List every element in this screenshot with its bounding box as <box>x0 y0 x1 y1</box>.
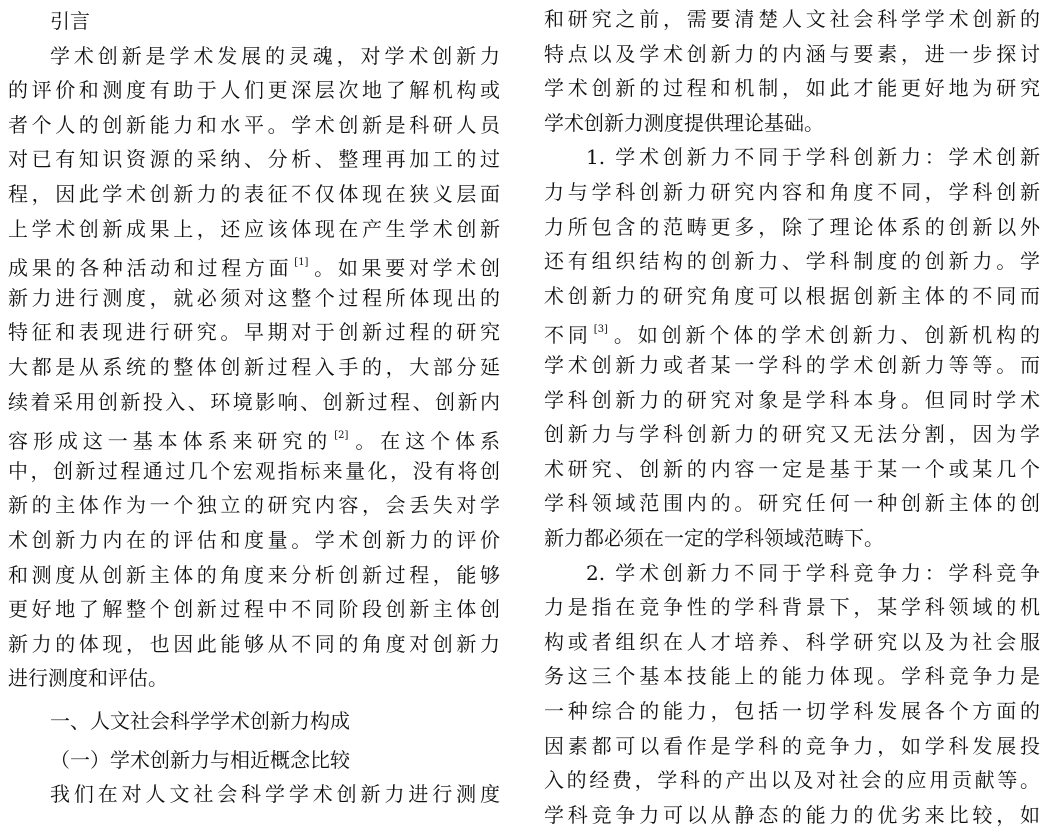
text-line <box>8 777 500 811</box>
line-text: 术研究、创新的内容一定是基于某一个或某几个 <box>544 456 1040 481</box>
line-text: 入的经费，学科的产出以及对社会的应用贡献等。 <box>544 768 1040 793</box>
line-text: 力所包含的范畴更多，除了理论体系的创新以外 <box>544 214 1040 239</box>
text-line <box>8 212 500 246</box>
text-line <box>544 417 1040 451</box>
line-text: 对已有知识资源的采纳、分析、整理再加工的过 <box>8 147 500 172</box>
text-line <box>544 175 1040 209</box>
citation-marker: [3] <box>593 324 608 336</box>
text-line <box>544 383 1040 417</box>
text-line <box>8 743 500 777</box>
line-text: 特征和表现进行研究。早期对于创新过程的研究 <box>8 320 500 345</box>
line-text: 还有组织结构的创新力、学科制度的创新力。学 <box>544 249 1040 274</box>
text-line <box>8 350 500 384</box>
line-text: 中，创新过程通过几个宏观指标来量化，没有将创 <box>8 458 500 483</box>
line-text: 和研究之前，需要清楚人文社会科学学术创新的 <box>544 7 1040 31</box>
line-text: 容形成这一基本体系来研究的 <box>8 429 333 454</box>
line-text: 一、人文社会科学学术创新力构成 <box>50 709 350 733</box>
line-text: （一）学术创新力与相近概念比较 <box>50 747 350 772</box>
line-text-after-citation: 。在这个体系 <box>350 429 501 454</box>
citation-marker: [2] <box>334 430 349 442</box>
text-line <box>8 246 500 280</box>
text-line <box>8 281 500 315</box>
text-line <box>8 177 500 211</box>
line-text: 新力进行测度，就必须对这整个过程所体现出的 <box>8 285 500 310</box>
line-text: 特点以及学术创新力的内涵与要素，进一步探讨 <box>544 41 1040 66</box>
text-line <box>544 521 1040 555</box>
text-line <box>8 661 500 695</box>
line-text: 学科领域范围内的。研究任何一种创新主体的创 <box>544 491 1040 516</box>
text-line <box>8 142 500 176</box>
text-line <box>544 210 1040 244</box>
line-text: 力是指在竞争性的学科背景下，某学科领域的机 <box>544 595 1040 620</box>
line-text: 力与学科创新力研究内容和角度不同，学科创新 <box>544 180 1040 204</box>
line-text: 新的主体作为一个独立的研究内容，会丢失对学 <box>8 493 500 518</box>
line-text: 学术创新是学术发展的灵魂，对学术创新力 <box>50 43 500 68</box>
line-text-after-citation: 。如果要对学术创 <box>310 256 500 281</box>
text-line <box>544 106 1040 140</box>
text-line <box>544 694 1040 728</box>
text-line <box>8 73 500 107</box>
line-text: 2. 学术创新力不同于学科竞争力：学科竞争 <box>586 560 1040 585</box>
text-line <box>544 452 1040 486</box>
text-line <box>8 627 500 661</box>
line-text: 学术创新力或者某一学科的学术创新力等等。而 <box>544 353 1040 377</box>
line-text: 构或者组织在人才培养、科学研究以及为社会服 <box>544 629 1040 654</box>
line-text: 我们在对人文社会科学学术创新力进行测度 <box>50 782 500 807</box>
text-line <box>8 315 500 349</box>
text-line <box>544 729 1040 763</box>
line-text-after-citation: 。如创新个体的学术创新力、创新机构的 <box>609 323 1040 348</box>
line-text: 术创新力的研究角度可以根据创新主体的不同而 <box>544 283 1040 308</box>
text-line <box>8 523 500 557</box>
text-line <box>8 558 500 592</box>
line-text: 学科竞争力可以从静态的能力的优劣来比较，如 <box>544 802 1040 827</box>
text-line <box>544 763 1040 797</box>
citation-marker: [1] <box>294 257 309 269</box>
line-text: 成果的各种活动和过程方面 <box>8 256 293 281</box>
line-text: 1. 学术创新力不同于学科创新力：学术创新 <box>586 145 1040 170</box>
text-line <box>544 659 1040 693</box>
line-text: 的评价和测度有助于人们更深层次地了解机构或 <box>8 78 500 103</box>
text-line <box>544 348 1040 382</box>
line-text: 不同 <box>544 323 592 348</box>
line-text: 更好地了解整个创新过程中不同阶段创新主体创 <box>8 597 500 622</box>
text-line <box>544 625 1040 659</box>
line-text: 新力都必须在一定的学科领域范畴下。 <box>544 526 884 550</box>
line-text: 学科创新力的研究对象是学科本身。但同时学术 <box>544 387 1040 412</box>
text-line <box>8 108 500 142</box>
text-line <box>544 486 1040 520</box>
text-line <box>544 71 1040 105</box>
text-line <box>544 798 1040 832</box>
text-line <box>544 556 1040 590</box>
text-line <box>8 419 500 453</box>
text-line <box>544 590 1040 624</box>
text-line <box>8 4 500 38</box>
text-line <box>544 140 1040 174</box>
line-text: 引言 <box>50 9 90 33</box>
text-line <box>544 37 1040 71</box>
line-text: 创新力与学科创新力的研究又无法分割，因为学 <box>544 422 1040 447</box>
text-line <box>8 704 500 738</box>
text-line <box>544 313 1040 347</box>
line-text: 者个人的创新能力和水平。学术创新是科研人员 <box>8 112 500 137</box>
line-text: 一种综合的能力，包括一切学科发展各个方面的 <box>544 699 1040 723</box>
text-line <box>8 488 500 522</box>
line-text: 因素都可以看作是学科的竞争力，如学科发展投 <box>544 733 1040 758</box>
line-text: 大都是从系统的整体创新过程入手的，大部分延 <box>8 355 500 379</box>
line-text: 进行测度和评估。 <box>8 666 168 691</box>
text-line <box>544 2 1040 36</box>
text-line <box>544 244 1040 278</box>
text-line <box>8 592 500 626</box>
line-text: 上学术创新成果上，还应该体现在产生学术创新 <box>8 216 500 241</box>
line-text: 术创新力内在的评估和度量。学术创新力的评价 <box>8 528 500 552</box>
line-text: 新力的体现，也因此能够从不同的角度对创新力 <box>8 631 500 656</box>
text-line <box>544 279 1040 313</box>
line-text: 务这三个基本技能上的能力体现。学科竞争力是 <box>544 664 1040 689</box>
text-line <box>8 385 500 419</box>
line-text: 程，因此学术创新力的表征不仅体现在狭义层面 <box>8 182 500 206</box>
text-line <box>8 39 500 73</box>
line-text: 学术创新力测度提供理论基础。 <box>544 110 824 135</box>
line-text: 学术创新的过程和机制，如此才能更好地为研究 <box>544 76 1040 101</box>
line-text: 续着采用创新投入、环境影响、创新过程、创新内 <box>8 389 500 414</box>
line-text: 和测度从创新主体的角度来分析创新过程，能够 <box>8 562 500 587</box>
text-line <box>8 454 500 488</box>
